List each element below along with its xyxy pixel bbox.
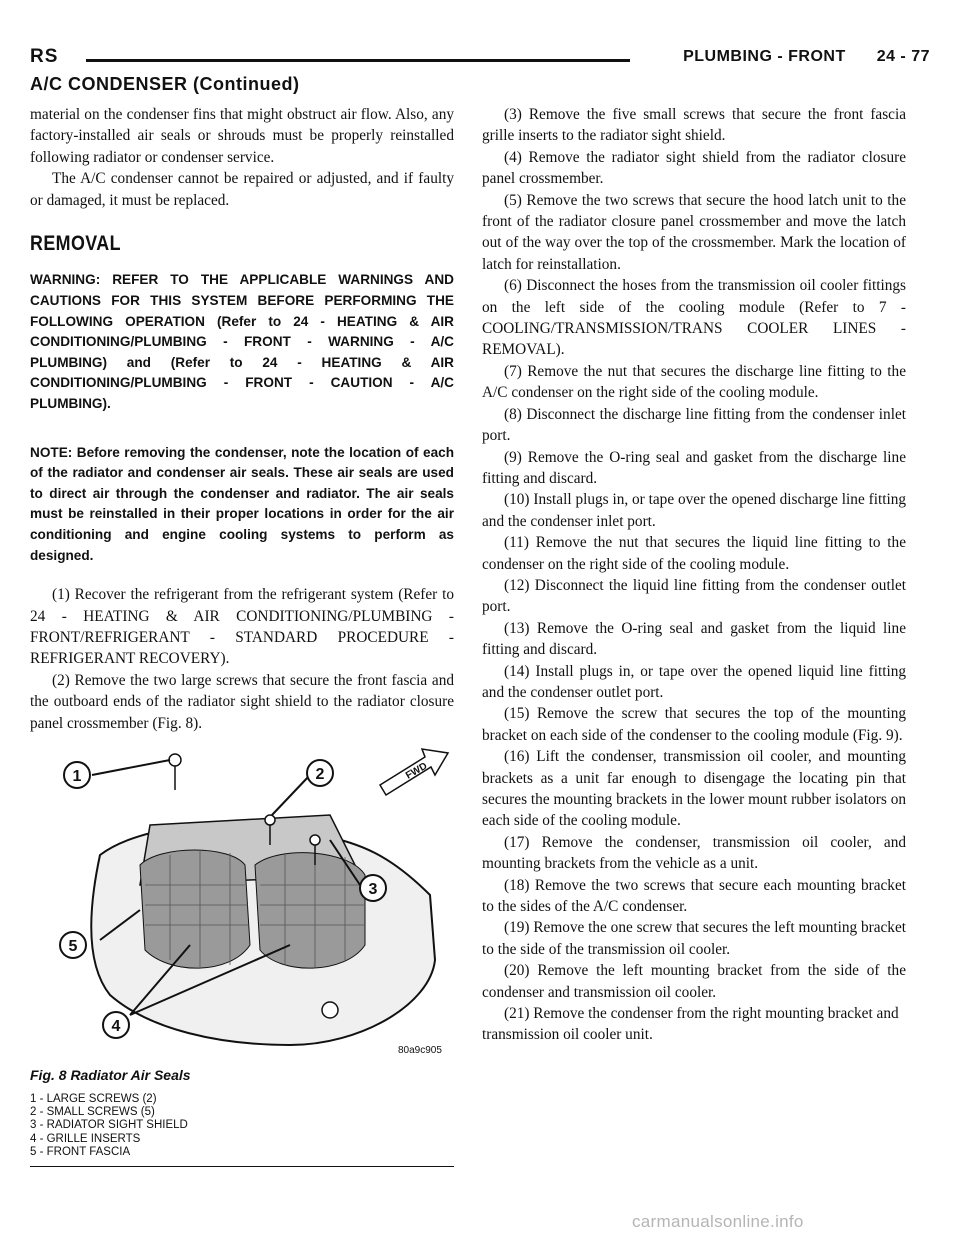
section-name: PLUMBING - FRONT — [683, 48, 846, 65]
step-20: (20) Remove the left mounting bracket from the side of the condenser and transmission oil cooler. — [482, 962, 906, 1001]
step-12: (12) Disconnect the liquid line fitting from the condenser outlet port. — [482, 576, 906, 616]
step-2: (2) Remove the two large screws that secure the front fascia and the outboard ends of the radiator sight shield to the radiator closure panel crossmember (Fig. 8). — [30, 671, 454, 732]
warning-text: WARNING: REFER TO THE APPLICABLE WARNINGS AND CAUTIONS FOR THIS SYSTEM BEFORE PERFORMING THE FOLLOWING OPERATION (Refer to 24 - HEATING & AIR CONDITIONING/PLUMBING - FRONT - WARNING - A/C PLUMBING) and (Refer to 24 - HEATING & AIR CONDITIONING/PLUMBING - FRONT - CAUTION - A/C PLUMBING). — [30, 272, 454, 411]
step-10: (10) Install plugs in, or tape over the opened discharge line fitting and the condenser inlet port. — [482, 491, 906, 530]
right-column — [482, 104, 906, 1046]
step-7: (7) Remove the nut that secures the discharge line fitting to the A/C condenser on the right side of the cooling module. — [482, 362, 906, 402]
step-15: (15) Remove the screw that secures the top of the mounting bracket on each side of the condenser to the cooling module (Fig. 9). — [482, 705, 906, 744]
step-11: (11) Remove the nut that secures the liquid line fitting to the condenser on the right side of the cooling module. — [482, 534, 906, 573]
legend-item: 4 - GRILLE INSERTS — [30, 1132, 141, 1145]
legend-item: 3 - RADIATOR SIGHT SHIELD — [30, 1119, 188, 1132]
step-17: (17) Remove the condenser, transmission oil cooler, and mounting brackets from the vehicle as a unit. — [482, 833, 906, 873]
legend-item: 2 - SMALL SCREWS (5) — [30, 1106, 155, 1119]
fwd-label: FWD — [404, 760, 430, 782]
note-text: NOTE: Before removing the condenser, note the location of each of the radiator and condenser air seals. These air seals are used to direct air through the condenser and radiator. The air seals must be reinstalled in their proper locations in order for the air conditioning and engine cooling systems to perform as designed. — [30, 444, 454, 563]
radiator-air-seals-illustration — [30, 745, 454, 1065]
step-14: (14) Install plugs in, or tape over the opened liquid line fitting and the condenser outlet port. — [482, 662, 906, 701]
page-number: 24 - 77 — [876, 48, 930, 65]
removal-heading: REMOVAL — [30, 232, 121, 256]
callout-4: 4 — [111, 1018, 121, 1035]
section-title: A/C CONDENSER (Continued) — [30, 74, 300, 94]
figure-caption: Fig. 8 Radiator Air Seals — [30, 1067, 191, 1083]
page-header — [30, 30, 930, 66]
legend-item: 5 - FRONT FASCIA — [30, 1145, 131, 1158]
step-18: (18) Remove the two screws that secure each mounting bracket to the sides of the A/C condenser. — [482, 876, 906, 916]
step-1: (1) Recover the refrigerant from the refrigerant system (Refer to 24 - HEATING & AIR CONDITIONING/PLUMBING - FRONT/REFRIGERANT - STANDARD PROCEDURE - REFRIGERANT RECOVERY). — [30, 586, 454, 668]
intro-paragraph: The A/C condenser cannot be repaired or adjusted, and if faulty or damaged, it must be replaced. — [30, 170, 454, 209]
header-right — [683, 48, 930, 66]
figure-rule — [30, 1166, 454, 1167]
figure-code: 80a9c905 — [398, 1045, 442, 1056]
figure-legend — [30, 1093, 188, 1159]
header-rule — [86, 59, 630, 62]
watermark: carmanualsonline.info — [632, 1212, 804, 1231]
callout-3: 3 — [368, 881, 378, 898]
figure-8 — [30, 745, 454, 1170]
step-3: (3) Remove the five small screws that secure the front fascia grille inserts to the radiator sight shield. — [482, 106, 906, 145]
step-16: (16) Lift the condenser, transmission oil cooler, and mounting brackets as a unit far enough to disengage the locating pin that secures the mounting brackets in the lower mount rubber isolators on each side of the cooling module. — [482, 748, 906, 830]
intro-paragraph: material on the condenser fins that might obstruct air flow. Also, any factory-installed air seals or shrouds must be properly reinstalled following radiator or condenser service. — [30, 106, 454, 166]
callout-1: 1 — [72, 768, 82, 785]
step-9: (9) Remove the O-ring seal and gasket from the discharge line fitting and discard. — [482, 448, 906, 487]
step-8: (8) Disconnect the discharge line fitting from the condenser inlet port. — [482, 405, 906, 445]
step-4: (4) Remove the radiator sight shield from the radiator closure panel crossmember. — [482, 148, 906, 188]
legend-item: 1 - LARGE SCREWS (2) — [30, 1093, 157, 1105]
callout-5: 5 — [68, 938, 78, 955]
fwd-arrow-icon — [380, 749, 448, 795]
step-6: (6) Disconnect the hoses from the transmission oil cooler fittings on the left side of the cooling module (Refer to 7 - COOLING/TRANSMISSION/TRANS COOLER LINES - REMOVAL). — [482, 277, 906, 359]
vehicle-code: RS — [30, 46, 59, 67]
callout-2: 2 — [315, 766, 325, 783]
step-21: (21) Remove the condenser from the right mounting bracket and transmission oil cooler unit. — [482, 1005, 899, 1044]
left-column — [30, 104, 454, 734]
step-13: (13) Remove the O-ring seal and gasket from the liquid line fitting and discard. — [482, 619, 906, 659]
step-19: (19) Remove the one screw that secures the left mounting bracket to the side of the transmission oil cooler. — [482, 919, 906, 958]
step-5: (5) Remove the two screws that secure the hood latch unit to the front of the radiator closure panel crossmember and move the latch out of the way over the top of the crossmember. Mark the location of latch for reinstallation. — [482, 191, 906, 273]
